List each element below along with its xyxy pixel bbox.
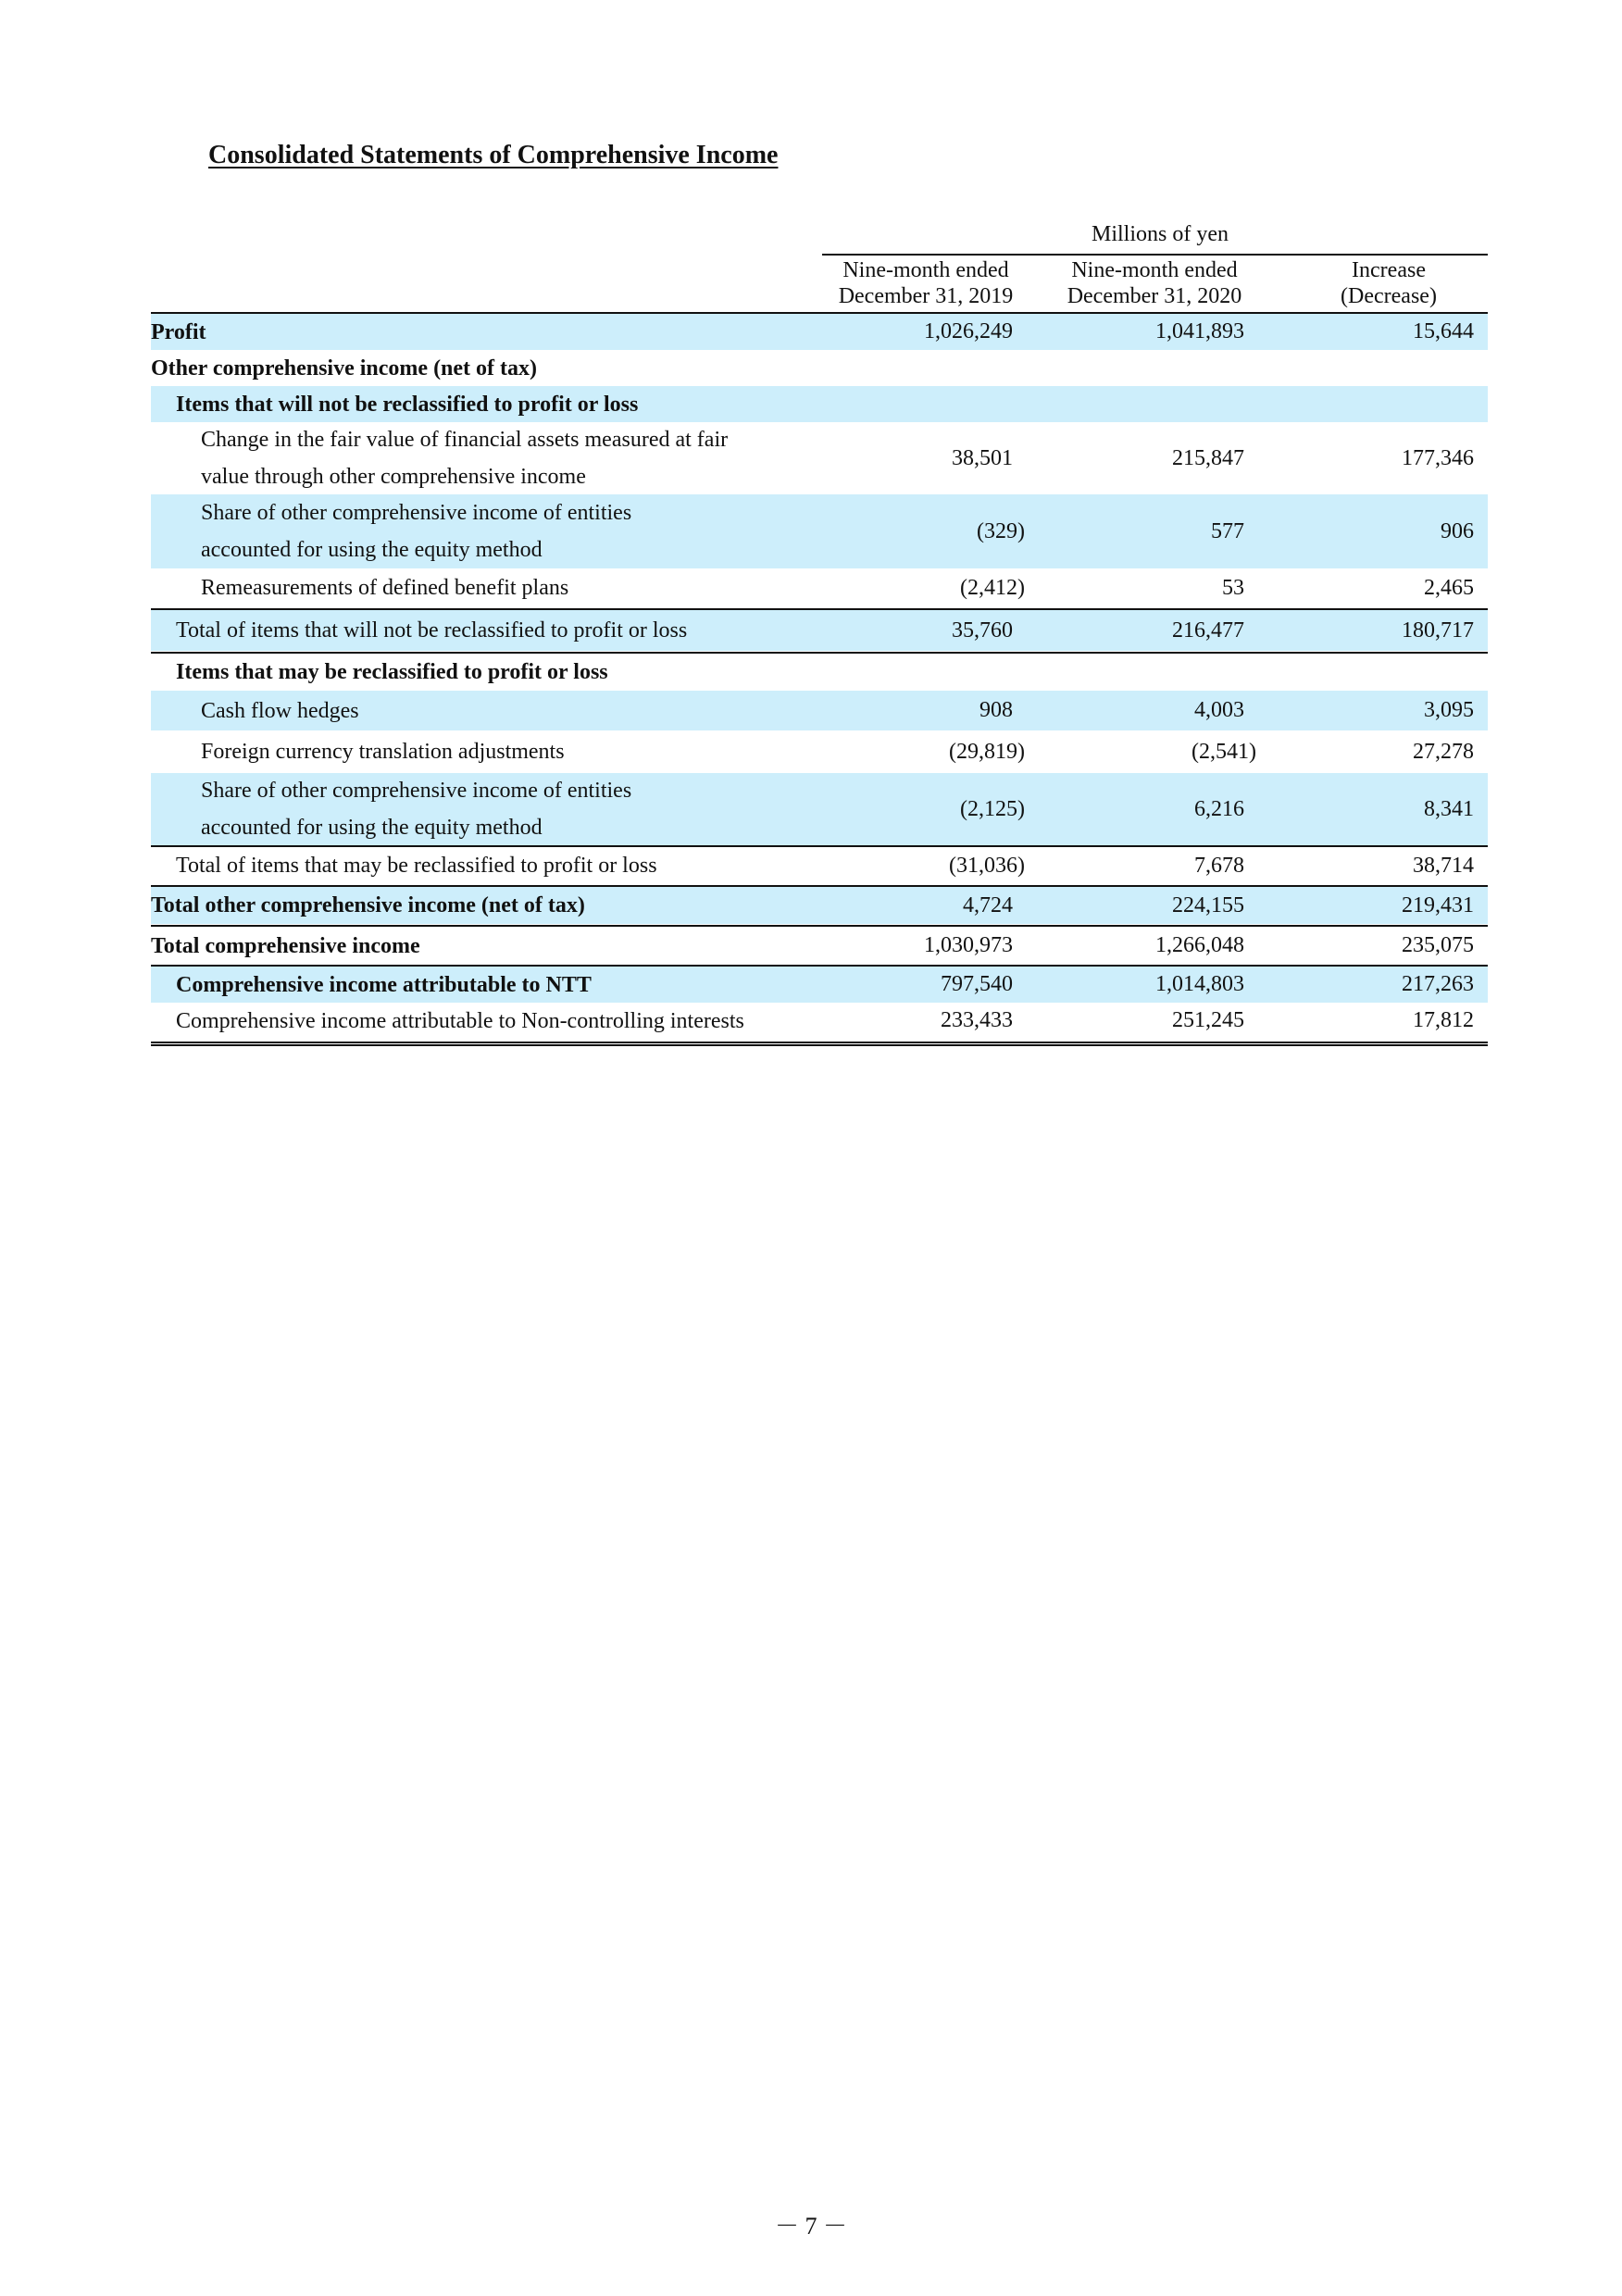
value-2020: 1,266,048 (1155, 933, 1244, 957)
table-row-total-may-reclassified (151, 847, 1488, 884)
row-label: Total other comprehensive income (net of tax) (151, 893, 585, 917)
row-label (201, 422, 728, 494)
value-2019: 4,724 (963, 892, 1013, 917)
column-header-2020 (1043, 257, 1266, 309)
unit-rule (822, 254, 1488, 256)
row-label-line1: Share of other comprehensive income of entities (201, 501, 632, 525)
value-2020: 7,678 (1194, 853, 1244, 878)
value-2019: (31,036) (949, 853, 1025, 878)
value-change: 27,278 (1413, 739, 1474, 764)
value-2020: 6,216 (1194, 796, 1244, 821)
value-2020: (2,541) (1192, 739, 1256, 764)
value-2019: (2,412) (960, 575, 1025, 600)
table-row-attributable-nci (151, 1003, 1488, 1039)
value-2019: (2,125) (960, 796, 1025, 821)
value-change: 38,714 (1413, 853, 1474, 878)
value-change: 15,644 (1413, 319, 1474, 343)
table-row-oci-heading (151, 350, 1488, 386)
column-header-2020-line1: Nine-month ended (1071, 258, 1238, 282)
table-row-attributable-ntt (151, 967, 1488, 1003)
page-number: － 7 － (774, 2213, 847, 2240)
table-row-fair-value-change (151, 422, 1488, 494)
value-2020: 53 (1222, 575, 1244, 600)
row-label: Items that will not be reclassified to profit or loss (176, 392, 639, 417)
value-change: 17,812 (1413, 1008, 1474, 1032)
table-row-equity-method-share-1 (151, 494, 1488, 568)
value-2019: (29,819) (949, 739, 1025, 764)
value-change: 3,095 (1424, 698, 1474, 722)
value-2020: 224,155 (1172, 892, 1244, 917)
column-header-2019-line1: Nine-month ended (842, 258, 1009, 282)
row-label (201, 494, 631, 568)
row-label: Total comprehensive income (151, 933, 420, 958)
column-header-2019-line2: December 31, 2019 (838, 284, 1014, 308)
row-label: Remeasurements of defined benefit plans (201, 576, 569, 600)
value-change: 219,431 (1402, 892, 1474, 917)
row-label (201, 773, 631, 845)
column-header-2020-line2: December 31, 2020 (1067, 284, 1242, 308)
column-header-change-line2: (Decrease) (1341, 284, 1437, 308)
value-2019: 908 (979, 698, 1013, 722)
value-2020: 251,245 (1172, 1008, 1244, 1032)
value-2019: (329) (977, 518, 1025, 543)
row-label-line1: Change in the fair value of financial assets measured at fair (201, 428, 729, 452)
value-change: 217,263 (1402, 972, 1474, 996)
row-label: Total of items that will not be reclassified to profit or loss (176, 618, 688, 643)
unit-label: Millions of yen (1092, 222, 1229, 246)
table-row-total-oci (151, 887, 1488, 924)
value-2020: 1,041,893 (1155, 319, 1244, 343)
table-row-total-comprehensive-income (151, 927, 1488, 965)
row-label: Profit (151, 319, 206, 344)
row-label: Other comprehensive income (net of tax) (151, 356, 538, 381)
table-row-total-not-reclassified (151, 610, 1488, 651)
column-header-change (1287, 257, 1491, 309)
value-2019: 35,760 (952, 618, 1013, 643)
table-row-profit (151, 314, 1488, 350)
value-2020: 1,014,803 (1155, 972, 1244, 996)
column-header-change-line1: Increase (1352, 258, 1426, 282)
value-change: 8,341 (1424, 796, 1474, 821)
table-row-foreign-currency (151, 730, 1488, 773)
value-2020: 216,477 (1172, 618, 1244, 643)
row-label-line2: accounted for using the equity method (201, 816, 543, 840)
value-2019: 1,030,973 (924, 933, 1013, 957)
table-row-not-reclassified-heading (151, 386, 1488, 422)
row-label-line2: accounted for using the equity method (201, 538, 543, 562)
value-change: 180,717 (1402, 618, 1474, 643)
value-change: 235,075 (1402, 933, 1474, 957)
row-label: Foreign currency translation adjustments (201, 740, 565, 764)
row-label: Comprehensive income attributable to NTT (176, 972, 592, 997)
table-row-cash-flow-hedges (151, 691, 1488, 730)
row-label: Total of items that may be reclassified to profit or loss (176, 854, 657, 878)
table-bottom-double-rule (151, 1042, 1488, 1046)
value-2019: 1,026,249 (924, 319, 1013, 343)
value-2020: 577 (1211, 518, 1244, 543)
column-header-2019 (815, 257, 1037, 309)
table-row-remeasurements (151, 568, 1488, 607)
value-2019: 233,433 (941, 1008, 1013, 1032)
value-2020: 4,003 (1194, 698, 1244, 722)
row-label-line2: value through other comprehensive income (201, 465, 586, 489)
value-2019: 38,501 (952, 445, 1013, 470)
value-2019: 797,540 (941, 972, 1013, 996)
row-label: Comprehensive income attributable to Non-controlling interests (176, 1008, 744, 1033)
value-change: 177,346 (1402, 445, 1474, 470)
table-row-equity-method-share-2 (151, 773, 1488, 845)
row-label: Cash flow hedges (201, 698, 359, 723)
value-change: 906 (1441, 518, 1474, 543)
row-label: Items that may be reclassified to profit or loss (176, 660, 608, 684)
table-row-may-reclassified-heading (151, 654, 1488, 691)
row-label-line1: Share of other comprehensive income of entities (201, 779, 632, 803)
value-change: 2,465 (1424, 575, 1474, 600)
value-2020: 215,847 (1172, 445, 1244, 470)
page-title: Consolidated Statements of Comprehensive Income (208, 141, 779, 169)
